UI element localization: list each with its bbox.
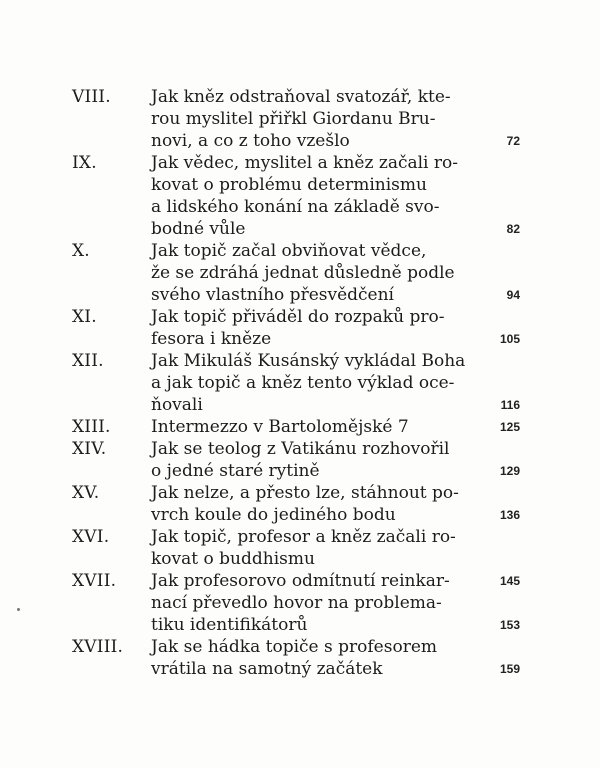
chapter-title-line: Jak kněz odstraňoval svatozář, kte-	[151, 87, 451, 107]
chapter-title-line: Jak vědec, myslitel a kněz začali ro-	[151, 153, 458, 173]
chapter-title-line: Jak nelze, a přesto lze, stáhnout po-	[151, 483, 459, 503]
chapter-title-line: nací převedlo hovor na problema-	[151, 593, 442, 613]
chapter-title	[151, 636, 451, 680]
chapter-title	[151, 570, 451, 636]
chapter-title-line: a jak topič a kněz tento výklad oce-	[151, 373, 455, 393]
chapter-title-line: Jak topič přiváděl do rozpaků pro-	[151, 307, 445, 327]
chapter-title-line: že se zdráhá jednat důsledně podle	[151, 263, 455, 283]
chapter-title-line: kovat o problému determinismu	[151, 175, 427, 195]
page-number: 153	[499, 618, 520, 632]
chapter-number: XI.	[72, 307, 97, 327]
chapter-number: XIII.	[72, 417, 111, 437]
chapter-title-line: a lidského konání na základě svo-	[151, 197, 440, 217]
chapter-title-line: Intermezzo v Bartolomějské 7	[151, 417, 409, 437]
page-number: 105	[499, 332, 520, 346]
chapter-title	[151, 86, 451, 152]
chapter-title-line: fesora i kněze	[151, 329, 272, 349]
chapter-title-line: Jak profesorovo odmítnutí reinkar-	[151, 571, 450, 591]
chapter-title-line: kovat o buddhismu	[151, 549, 315, 569]
chapter-number: XVII.	[72, 571, 117, 591]
chapter-title-line: bodné vůle	[151, 219, 246, 239]
chapter-title-line: vrch koule do jediného bodu	[151, 505, 396, 525]
chapter-title-line: svého vlastního přesvědčení	[151, 285, 394, 305]
chapter-title-line: ňovali	[151, 395, 203, 415]
chapter-title-line: Jak se teolog z Vatikánu rozhovořil	[151, 439, 450, 459]
chapter-number: X.	[72, 241, 90, 261]
chapter-title	[151, 482, 459, 526]
chapter-title	[151, 438, 451, 482]
chapter-number: XVIII.	[72, 637, 124, 657]
chapter-number: VIII.	[72, 87, 111, 107]
page-number: 129	[499, 464, 520, 478]
chapter-number: IX.	[72, 153, 97, 173]
chapter-title-line: rou myslitel přiřkl Giordanu Bru-	[151, 109, 436, 129]
chapter-title	[151, 306, 451, 350]
paper-speck	[17, 608, 20, 611]
chapter-title-line: Jak Mikuláš Kusánský vykládal Boha	[151, 351, 466, 371]
chapter-title	[151, 152, 458, 240]
chapter-title-line: tiku identifikátorů	[151, 615, 308, 635]
page-number: 72	[506, 134, 520, 148]
chapter-number: XII.	[72, 351, 104, 371]
page-number: 82	[506, 222, 520, 236]
page-number: 94	[506, 288, 520, 302]
chapter-title	[151, 350, 466, 416]
page-number: 125	[499, 420, 520, 434]
chapter-title-line: o jedné staré rytině	[151, 461, 320, 481]
page-number: 159	[499, 662, 520, 676]
chapter-number: XIV.	[72, 439, 107, 459]
page-number: 116	[500, 398, 520, 412]
chapter-title	[151, 416, 451, 438]
chapter-title-line: Jak se hádka topiče s profesorem	[151, 637, 438, 657]
chapter-title-line: Jak topič, profesor a kněz začali ro-	[151, 527, 456, 547]
chapter-number: XVI.	[72, 527, 110, 547]
chapter-title	[151, 526, 456, 570]
chapter-title-line: Jak topič začal obviňovat vědce,	[151, 241, 427, 261]
chapter-number: XV.	[72, 483, 100, 503]
page-number: 145	[499, 574, 520, 588]
chapter-title	[151, 240, 455, 306]
chapter-title-line: novi, a co z toho vzešlo	[151, 131, 350, 151]
chapter-title-line: vrátila na samotný začátek	[151, 659, 383, 679]
page-number: 136	[499, 508, 520, 522]
